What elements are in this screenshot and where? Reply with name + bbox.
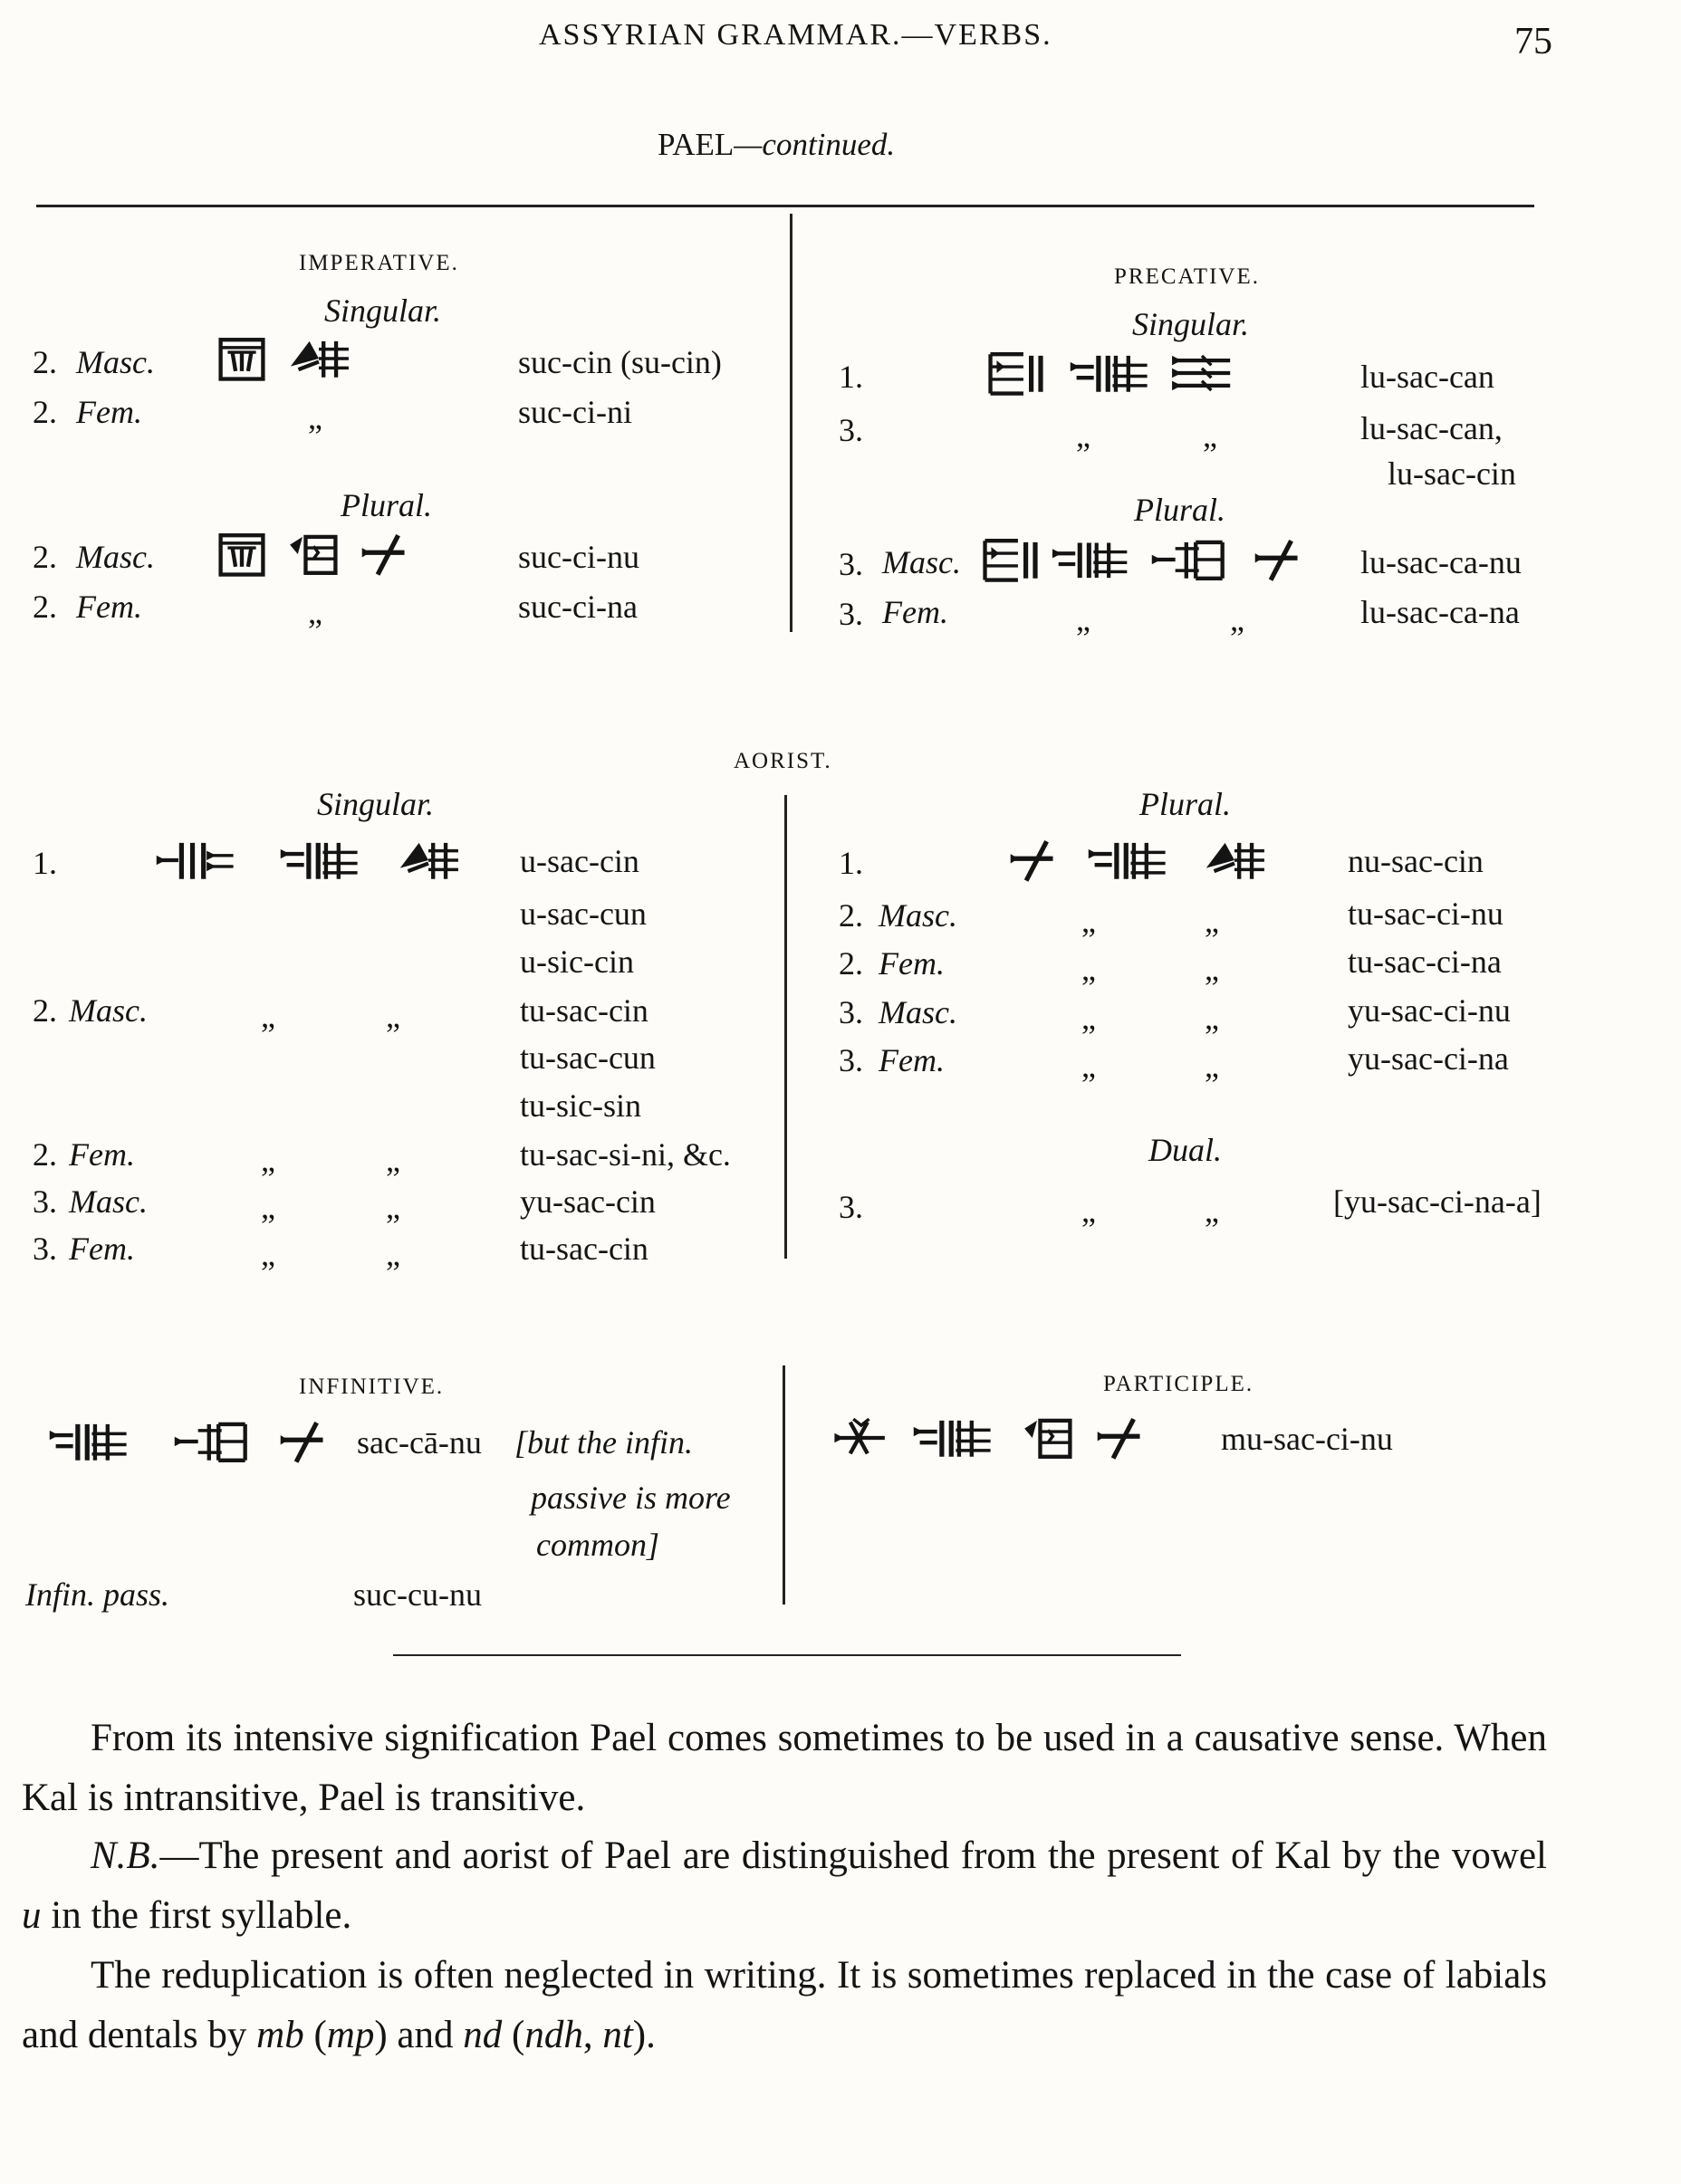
imperative-row-num: 2. — [33, 589, 57, 625]
imperative-row-num: 2. — [33, 539, 57, 575]
aorist-row-form: tu-sac-cin — [520, 992, 648, 1029]
aorist-row-num: 3. — [33, 1183, 57, 1220]
precative-heading: PRECATIVE. — [1114, 264, 1260, 289]
ditto-mark: „ — [308, 594, 322, 630]
section-continued: —continued. — [734, 127, 896, 162]
paragraph-text: , — [582, 2014, 603, 2056]
paragraph-text: ). — [632, 2014, 656, 2056]
paragraph-italic: mp — [326, 2014, 375, 2056]
aorist-row-form: [yu-sac-ci-na-a] — [1333, 1183, 1542, 1220]
top-rule — [36, 205, 1534, 207]
aorist-row-num: 3. — [33, 1231, 57, 1267]
aorist-row-num: 3. — [839, 1042, 863, 1078]
aorist-row-num: 2. — [33, 1136, 57, 1173]
paragraph — [22, 1946, 1547, 2065]
aorist-row-num: 3. — [839, 994, 863, 1030]
nb-label: N.B. — [91, 1834, 160, 1877]
cuneiform-cin-sign — [389, 837, 467, 884]
paragraph-italic: ndh — [524, 2014, 583, 2056]
precative-row-num: 3. — [839, 412, 863, 448]
ditto-mark: „ — [1081, 951, 1096, 987]
precative-row-gender: Masc. — [882, 544, 961, 580]
cuneiform-u-sign — [141, 837, 250, 884]
cuneiform-sac-sign — [266, 837, 373, 884]
imperative-plural-label: Plural. — [341, 487, 433, 523]
aorist-row-gender: Masc. — [879, 994, 957, 1030]
cuneiform-su-sign — [216, 531, 268, 578]
cuneiform-cin-sign — [1197, 837, 1272, 884]
infinitive-note: [but the infin. — [514, 1424, 693, 1461]
cuneiform-su-sign — [216, 335, 268, 382]
aorist-row-gender: Fem. — [879, 945, 945, 982]
precative-row-form: lu-sac-can, — [1360, 410, 1503, 446]
infinitive-note: passive is more — [531, 1480, 731, 1516]
participle-form: mu-sac-ci-nu — [1221, 1421, 1393, 1457]
paragraph-text: From its intensive signification Pael comes sometimes to be used in a causative sense. When Kal is intransitive, Pael is transitive. — [22, 1717, 1547, 1819]
paragraph-text: ) and — [374, 2014, 464, 2056]
aorist-row-form: tu-sac-cun — [520, 1039, 656, 1076]
imperative-row-form: suc-ci-ni — [518, 394, 632, 430]
cuneiform-sac-sign — [902, 1414, 1004, 1461]
ditto-mark: „ — [308, 399, 322, 436]
ditto-mark: „ — [1081, 1193, 1096, 1229]
ditto-mark: „ — [261, 1236, 275, 1272]
ditto-mark: „ — [1076, 601, 1090, 637]
participle-heading: PARTICIPLE. — [1103, 1372, 1254, 1396]
cuneiform-mu-sign — [831, 1414, 889, 1461]
aorist-row-num: 2. — [839, 945, 863, 982]
running-header: ASSYRIAN GRAMMAR.—VERBS. — [539, 18, 1052, 52]
aorist-row-num: 3. — [839, 1189, 863, 1225]
infinitive-pass-form: suc-cu-nu — [353, 1576, 482, 1613]
aorist-row-form: yu-sac-ci-nu — [1348, 992, 1511, 1029]
cuneiform-group — [216, 531, 408, 578]
aorist-heading: AORIST. — [734, 749, 832, 773]
ditto-mark: „ — [261, 998, 275, 1034]
paragraph-text: The reduplication is often neglected in writing. It is sometimes replaced in the case of labials and dentals by — [22, 1954, 1547, 2056]
imperative-row-gender: Masc. — [76, 344, 155, 380]
aorist-row-gender: Masc. — [69, 992, 148, 1029]
ditto-mark: „ — [1205, 903, 1219, 939]
bottom-rule — [393, 1654, 1181, 1656]
infinitive-form: sac-cā-nu — [357, 1424, 482, 1461]
imperative-row-num: 2. — [33, 344, 57, 380]
precative-plural-label: Plural. — [1134, 492, 1226, 528]
aorist-row-gender: Fem. — [69, 1231, 135, 1267]
page-number: 75 — [1514, 21, 1552, 62]
cuneiform-lu-sign — [983, 350, 1052, 397]
ditto-mark: „ — [386, 1142, 400, 1178]
precative-row-form: lu-sac-ca-na — [1360, 594, 1520, 630]
cuneiform-sac-sign — [1074, 837, 1181, 884]
aorist-row-gender: Fem. — [69, 1136, 135, 1173]
cuneiform-can-sign — [1167, 350, 1236, 397]
aorist-row-form: nu-sac-cin — [1348, 843, 1484, 879]
ditto-mark: „ — [1230, 601, 1244, 637]
paragraph — [22, 1826, 1547, 1946]
aorist-row-form: tu-sac-ci-nu — [1348, 896, 1503, 932]
cuneiform-nu-sign — [1254, 536, 1301, 583]
cuneiform-group — [141, 837, 467, 884]
ditto-mark: „ — [1205, 1000, 1219, 1036]
cuneiform-group — [983, 350, 1236, 397]
aorist-row-form: yu-sac-ci-na — [1348, 1040, 1509, 1077]
aorist-row-num: 1. — [33, 845, 57, 881]
paragraph-italic: u — [22, 1894, 42, 1937]
cuneiform-group — [980, 536, 1301, 583]
infinitive-note: common] — [536, 1527, 659, 1563]
column-divider — [790, 214, 792, 632]
aorist-row-num: 2. — [33, 992, 57, 1029]
aorist-row-form: tu-sac-si-ni, &c. — [520, 1136, 731, 1173]
imperative-row-gender: Masc. — [76, 539, 155, 575]
precative-row-num: 3. — [839, 596, 863, 632]
paragraph-text: ( — [502, 2014, 525, 2056]
cuneiform-cin-sign — [284, 335, 353, 382]
precative-row-form: lu-sac-can — [1360, 359, 1494, 395]
aorist-row-form: tu-sic-sin — [520, 1087, 641, 1124]
cuneiform-sac-sign — [1068, 350, 1151, 397]
column-divider — [783, 1365, 785, 1604]
infinitive-heading: INFINITIVE. — [299, 1375, 445, 1399]
imperative-row-form: suc-ci-nu — [518, 539, 639, 575]
precative-row-num: 1. — [839, 359, 863, 395]
aorist-row-form: tu-sac-ci-na — [1348, 944, 1502, 980]
paragraph — [22, 1709, 1547, 1828]
precative-singular-label: Singular. — [1132, 306, 1250, 342]
cuneiform-group — [831, 1414, 1145, 1461]
paragraph-text: —The present and aorist of Pael are distinguished from the present of Kal by the vowel — [159, 1834, 1547, 1877]
ditto-mark: „ — [386, 1189, 400, 1225]
imperative-row-num: 2. — [33, 394, 57, 430]
imperative-singular-label: Singular. — [324, 292, 442, 329]
paragraph-italic: mb — [256, 2014, 304, 2056]
cuneiform-group — [27, 1418, 328, 1465]
paragraph-text: ( — [303, 2014, 327, 2056]
cuneiform-ca-sign — [1138, 536, 1244, 583]
aorist-row-form: tu-sac-cin — [520, 1231, 648, 1267]
aorist-row-form: u-sac-cun — [520, 896, 647, 932]
imperative-row-form: suc-cin (su-cin) — [518, 344, 722, 380]
ditto-mark: „ — [1205, 951, 1219, 987]
column-divider — [784, 795, 787, 1259]
cuneiform-lu-sign — [980, 536, 1043, 583]
precative-row-gender: Fem. — [882, 594, 948, 630]
section-title — [658, 127, 895, 163]
cuneiform-sac-sign — [27, 1418, 150, 1465]
cuneiform-nu-sign — [277, 1418, 328, 1465]
ditto-mark: „ — [261, 1142, 275, 1178]
precative-row-form: lu-sac-cin — [1388, 455, 1516, 492]
paragraph-italic: nt — [602, 2014, 633, 2056]
ditto-mark: „ — [1205, 1048, 1219, 1084]
cuneiform-nu-sign — [360, 531, 408, 578]
aorist-row-gender: Masc. — [879, 897, 957, 934]
aorist-row-gender: Fem. — [879, 1042, 945, 1078]
ditto-mark: „ — [1081, 903, 1096, 939]
aorist-row-form: u-sic-cin — [520, 944, 634, 980]
ditto-mark: „ — [1203, 417, 1217, 454]
ditto-mark: „ — [1205, 1193, 1219, 1229]
aorist-row-form: u-sac-cin — [520, 843, 639, 879]
cuneiform-sac-sign — [1052, 536, 1129, 583]
infinitive-pass-label: Infin. pass. — [25, 1576, 170, 1613]
imperative-row-gender: Fem. — [76, 589, 142, 625]
imperative-row-gender: Fem. — [76, 394, 142, 430]
cuneiform-group — [1007, 837, 1272, 884]
aorist-row-gender: Masc. — [69, 1183, 148, 1220]
precative-row-num: 3. — [839, 546, 863, 582]
cuneiform-nu-sign — [1007, 837, 1058, 884]
ditto-mark: „ — [261, 1189, 275, 1225]
cuneiform-ci-sign — [1016, 1414, 1081, 1461]
ditto-mark: „ — [1076, 417, 1090, 454]
ditto-mark: „ — [1081, 1048, 1096, 1084]
paragraph-italic: nd — [463, 2014, 503, 2056]
aorist-row-form: yu-sac-cin — [520, 1183, 656, 1220]
aorist-row-num: 2. — [839, 897, 863, 934]
precative-row-form: lu-sac-ca-nu — [1360, 544, 1522, 580]
paragraph-text: in the first syllable. — [41, 1894, 352, 1937]
ditto-mark: „ — [1081, 1000, 1096, 1036]
aorist-plural-label: Plural. — [1139, 786, 1232, 822]
cuneiform-ci-sign — [284, 531, 344, 578]
ditto-mark: „ — [386, 1236, 400, 1272]
cuneiform-ca-sign — [161, 1418, 266, 1465]
cuneiform-group — [216, 335, 353, 382]
cuneiform-nu-sign — [1094, 1414, 1145, 1461]
imperative-row-form: suc-ci-na — [518, 589, 638, 625]
aorist-dual-label: Dual. — [1148, 1132, 1222, 1168]
aorist-singular-label: Singular. — [317, 786, 435, 822]
section-name: PAEL — [658, 127, 735, 162]
ditto-mark: „ — [386, 998, 400, 1034]
imperative-heading: IMPERATIVE. — [299, 251, 459, 275]
aorist-row-num: 1. — [839, 845, 863, 881]
